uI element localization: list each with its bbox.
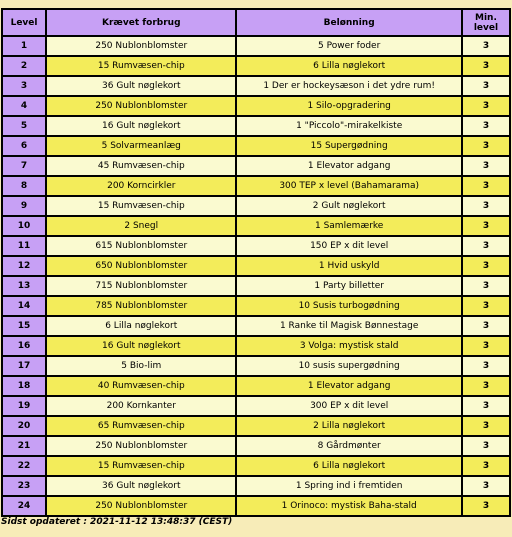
reward-cell: 300 TEP x level (Bahamarama) xyxy=(237,177,460,195)
required-cell: 15 Rumvæsen-chip xyxy=(47,197,235,215)
min-level-cell: 3 xyxy=(463,177,509,195)
reward-cell: 1 Ranke til Magisk Bønnestage xyxy=(237,317,460,335)
table-row xyxy=(3,317,509,335)
reward-cell: 1 Silo-opgradering xyxy=(237,97,460,115)
reward-cell: 1 Elevator adgang xyxy=(237,377,460,395)
required-cell: 36 Gult nøglekort xyxy=(47,77,235,95)
required-cell: 16 Gult nøglekort xyxy=(47,117,235,135)
table-header-row xyxy=(3,10,509,35)
header-min-level-line2: level xyxy=(473,22,499,33)
required-cell: 15 Rumvæsen-chip xyxy=(47,457,235,475)
reward-cell: 1 Der er hockeysæson i det ydre rum! xyxy=(237,77,460,95)
reward-cell: 1 Spring ind i fremtiden xyxy=(237,477,460,495)
table-row xyxy=(3,177,509,195)
table-row xyxy=(3,497,509,515)
required-cell: 15 Rumvæsen-chip xyxy=(47,57,235,75)
level-cell: 10 xyxy=(3,217,45,235)
min-level-cell: 3 xyxy=(463,217,509,235)
reward-cell: 1 Hvid uskyld xyxy=(237,257,460,275)
min-level-cell: 3 xyxy=(463,457,509,475)
min-level-cell: 3 xyxy=(463,77,509,95)
reward-cell: 3 Volga: mystisk stald xyxy=(237,337,460,355)
table-row xyxy=(3,117,509,135)
level-cell: 4 xyxy=(3,97,45,115)
min-level-cell: 3 xyxy=(463,417,509,435)
reward-cell: 6 Lilla nøglekort xyxy=(237,57,460,75)
level-cell: 21 xyxy=(3,437,45,455)
level-cell: 1 xyxy=(3,37,45,55)
table-row xyxy=(3,97,509,115)
min-level-cell: 3 xyxy=(463,137,509,155)
reward-cell: 2 Lilla nøglekort xyxy=(237,417,460,435)
min-level-cell: 3 xyxy=(463,297,509,315)
table-row xyxy=(3,417,509,435)
min-level-cell: 3 xyxy=(463,377,509,395)
table-row xyxy=(3,477,509,495)
required-cell: 6 Lilla nøglekort xyxy=(47,317,235,335)
required-cell: 45 Rumvæsen-chip xyxy=(47,157,235,175)
min-level-cell: 3 xyxy=(463,477,509,495)
level-cell: 20 xyxy=(3,417,45,435)
table-row xyxy=(3,237,509,255)
table-body xyxy=(3,37,509,515)
level-cell: 12 xyxy=(3,257,45,275)
table-row xyxy=(3,277,509,295)
min-level-cell: 3 xyxy=(463,237,509,255)
min-level-cell: 3 xyxy=(463,277,509,295)
required-cell: 40 Rumvæsen-chip xyxy=(47,377,235,395)
reward-cell: 1 Party billetter xyxy=(237,277,460,295)
required-cell: 650 Nublonblomster xyxy=(47,257,235,275)
table-row xyxy=(3,457,509,475)
table-row xyxy=(3,217,509,235)
level-cell: 6 xyxy=(3,137,45,155)
required-cell: 715 Nublonblomster xyxy=(47,277,235,295)
level-cell: 2 xyxy=(3,57,45,75)
table-row xyxy=(3,337,509,355)
reward-cell: 1 Elevator adgang xyxy=(237,157,460,175)
reward-cell: 1 Samlemærke xyxy=(237,217,460,235)
header-min-level-line1: Min. xyxy=(475,12,497,23)
level-cell: 8 xyxy=(3,177,45,195)
min-level-cell: 3 xyxy=(463,257,509,275)
level-cell: 16 xyxy=(3,337,45,355)
level-cell: 19 xyxy=(3,397,45,415)
level-cell: 9 xyxy=(3,197,45,215)
min-level-cell: 3 xyxy=(463,197,509,215)
reward-cell: 150 EP x dit level xyxy=(237,237,460,255)
reward-cell: 2 Gult nøglekort xyxy=(237,197,460,215)
reward-cell: 6 Lilla nøglekort xyxy=(237,457,460,475)
table-row xyxy=(3,257,509,275)
required-cell: 65 Rumvæsen-chip xyxy=(47,417,235,435)
level-cell: 18 xyxy=(3,377,45,395)
required-cell: 250 Nublonblomster xyxy=(47,497,235,515)
table-row xyxy=(3,137,509,155)
required-cell: 16 Gult nøglekort xyxy=(47,337,235,355)
level-cell: 24 xyxy=(3,497,45,515)
level-cell: 11 xyxy=(3,237,45,255)
levels-table xyxy=(1,8,511,517)
level-cell: 17 xyxy=(3,357,45,375)
table-row xyxy=(3,197,509,215)
required-cell: 5 Solvarmeanlæg xyxy=(47,137,235,155)
level-cell: 3 xyxy=(3,77,45,95)
level-cell: 7 xyxy=(3,157,45,175)
table-row xyxy=(3,437,509,455)
header-required: Krævet forbrug xyxy=(47,10,235,35)
last-updated-text: Sidst opdateret : 2021-11-12 13:48:37 (CEST) xyxy=(1,517,233,527)
header-level: Level xyxy=(3,10,45,35)
min-level-cell: 3 xyxy=(463,57,509,75)
level-cell: 5 xyxy=(3,117,45,135)
required-cell: 785 Nublonblomster xyxy=(47,297,235,315)
min-level-cell: 3 xyxy=(463,317,509,335)
min-level-cell: 3 xyxy=(463,337,509,355)
min-level-cell: 3 xyxy=(463,357,509,375)
table-row xyxy=(3,57,509,75)
reward-cell: 1 "Piccolo"-mirakelkiste xyxy=(237,117,460,135)
reward-cell: 10 susis supergødning xyxy=(237,357,460,375)
required-cell: 250 Nublonblomster xyxy=(47,437,235,455)
table-row xyxy=(3,297,509,315)
table-row xyxy=(3,357,509,375)
required-cell: 200 Kornkanter xyxy=(47,397,235,415)
required-cell: 615 Nublonblomster xyxy=(47,237,235,255)
required-cell: 36 Gult nøglekort xyxy=(47,477,235,495)
required-cell: 250 Nublonblomster xyxy=(47,37,235,55)
header-reward: Belønning xyxy=(237,10,460,35)
min-level-cell: 3 xyxy=(463,117,509,135)
level-cell: 15 xyxy=(3,317,45,335)
min-level-cell: 3 xyxy=(463,97,509,115)
level-cell: 13 xyxy=(3,277,45,295)
header-min-level xyxy=(463,10,509,35)
table-row xyxy=(3,77,509,95)
level-cell: 14 xyxy=(3,297,45,315)
min-level-cell: 3 xyxy=(463,157,509,175)
reward-cell: 300 EP x dit level xyxy=(237,397,460,415)
table-row xyxy=(3,157,509,175)
table-row xyxy=(3,397,509,415)
min-level-cell: 3 xyxy=(463,437,509,455)
min-level-cell: 3 xyxy=(463,497,509,515)
level-cell: 23 xyxy=(3,477,45,495)
required-cell: 250 Nublonblomster xyxy=(47,97,235,115)
level-cell: 22 xyxy=(3,457,45,475)
reward-cell: 15 Supergødning xyxy=(237,137,460,155)
required-cell: 200 Korncirkler xyxy=(47,177,235,195)
required-cell: 2 Snegl xyxy=(47,217,235,235)
min-level-cell: 3 xyxy=(463,37,509,55)
table-row xyxy=(3,37,509,55)
reward-cell: 10 Susis turbogødning xyxy=(237,297,460,315)
min-level-cell: 3 xyxy=(463,397,509,415)
reward-cell: 5 Power foder xyxy=(237,37,460,55)
reward-cell: 8 Gårdmønter xyxy=(237,437,460,455)
required-cell: 5 Bio-lim xyxy=(47,357,235,375)
table-row xyxy=(3,377,509,395)
reward-cell: 1 Orinoco: mystisk Baha-stald xyxy=(237,497,460,515)
